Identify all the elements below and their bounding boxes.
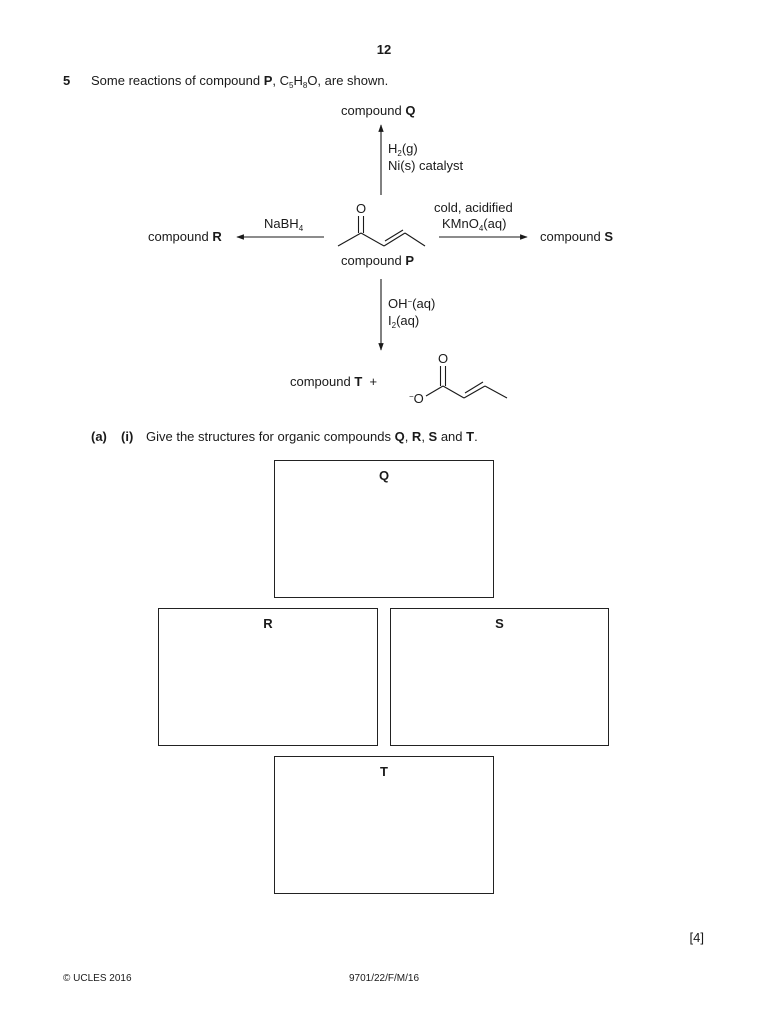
question-stem: Some reactions of compound P, $C_5H_8O$, are shown. xyxy=(91,73,389,90)
answer-box-r-title: R xyxy=(263,616,273,631)
carboxylate-oxygen-label: −O xyxy=(409,391,424,406)
part-a-label: (a) xyxy=(91,429,107,444)
compound-r-label: compound R xyxy=(148,229,222,244)
reagent-nabh4-label: NaBH$_4$ xyxy=(264,216,304,233)
reaction-scheme xyxy=(0,0,768,420)
marks-allocation: [4] xyxy=(689,930,704,945)
compound-t-label: compound T + xyxy=(290,374,378,389)
reagent-ni-catalyst-label: Ni(s) catalyst xyxy=(388,158,464,173)
compound-p-label: compound P xyxy=(341,253,414,268)
ketone-oxygen-label: O xyxy=(356,201,367,216)
answer-box-t[interactable] xyxy=(274,756,494,894)
reagent-iodine-label: $I_2(aq)$ xyxy=(388,313,420,330)
page-number: 12 xyxy=(376,42,392,57)
question-number: 5 xyxy=(63,73,71,88)
compound-p-structure xyxy=(338,216,425,246)
reagent-h2-label: $H_2(g)$ xyxy=(388,141,418,158)
compound-s-label: compound S xyxy=(540,229,613,244)
part-a-i-question: Give the structures for organic compounds Q, R, S and T. xyxy=(146,429,478,444)
compound-q-label: compound Q xyxy=(341,103,416,118)
answer-box-r[interactable] xyxy=(158,608,378,746)
answer-box-q-title: Q xyxy=(378,468,390,483)
answer-box-s[interactable] xyxy=(390,608,609,746)
answer-box-s-title: S xyxy=(495,616,504,631)
reagent-cold-acidified-label: cold, acidified xyxy=(434,200,513,215)
part-a-i-label: (i) xyxy=(121,429,134,444)
carboxylate-structure xyxy=(426,366,507,398)
carboxyl-oxygen-label: O xyxy=(438,351,449,366)
reagent-kmno4-label: KMnO$_4$(aq) xyxy=(442,216,507,233)
answer-box-t-title: T xyxy=(380,764,388,779)
footer-paper-code: 9701/22/F/M/16 xyxy=(348,973,420,984)
reagent-hydroxide-label: OH−(aq) xyxy=(388,296,436,311)
footer-copyright: © UCLES 2016 xyxy=(63,973,132,984)
answer-box-q[interactable] xyxy=(274,460,494,598)
